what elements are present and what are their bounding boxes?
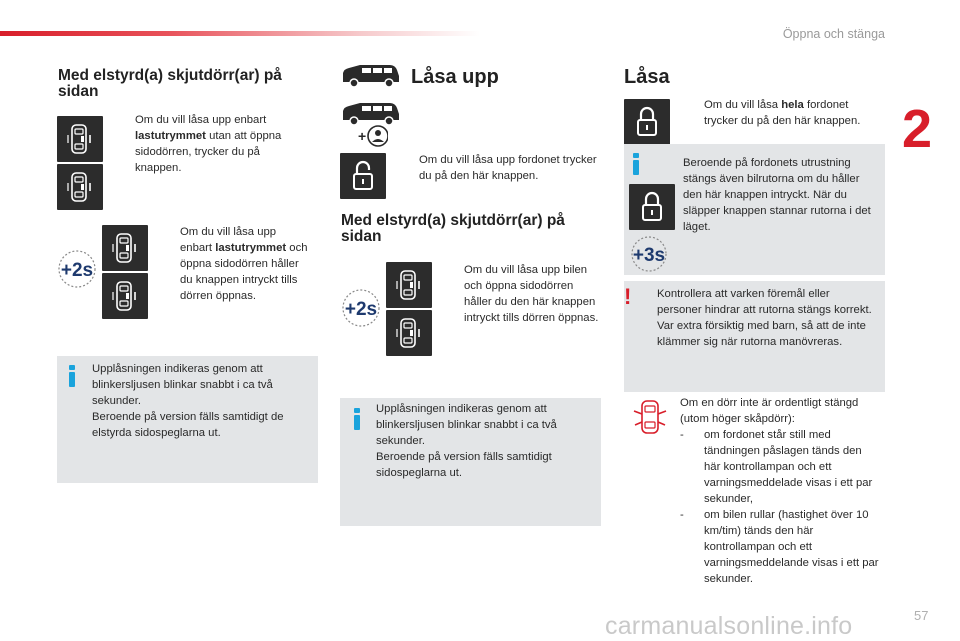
door-open-warning-icon — [631, 398, 669, 438]
svg-text:+: + — [358, 128, 367, 144]
warning-box — [624, 281, 885, 392]
lock-button-icon-2 — [629, 184, 675, 230]
van-icon — [340, 62, 402, 88]
hold-3s-timer-icon — [627, 234, 671, 274]
right-step1-text: Om du vill låsa hela fordonet trycker du på den här knappen. — [704, 99, 861, 127]
header-accent-bar — [0, 31, 480, 36]
chapter-number: 2 — [902, 99, 933, 159]
hold-2s-timer-icon — [56, 248, 98, 290]
right-info-box — [624, 144, 885, 275]
left-heading: Med elstyrd(a) skjutdörr(ar) på sidan — [58, 67, 282, 100]
cargo-door-button-icon-2 — [57, 164, 103, 210]
left-step1-text: Om du vill låsa upp enbart lastutrymmet utan att öppna sidodörren, trycker du på knappen. — [135, 114, 282, 174]
warning-text: Kontrollera att varken föremål eller personer hindrar att rutorna stängs korrekt. Var extra försiktig med barn, så att de inte klämmer sig när rutorna manövreras. — [657, 288, 872, 348]
unlock-button-icon — [340, 153, 386, 199]
hold-2s-timer-icon-2 — [340, 287, 382, 329]
list-item: - om fordonet står still med tändningen påslagen tänds den här kontrollampan och ett varningsmeddelade visas i ett par sekunder, — [680, 429, 873, 505]
unlock-title: Låsa upp — [411, 66, 499, 88]
cargo-door-button-icon — [57, 116, 103, 162]
watermark: carmanualsonline.info — [605, 612, 853, 640]
page-number: 57 — [914, 608, 929, 623]
lock-title: Låsa — [624, 66, 670, 88]
left-info-text: Upplåsningen indikeras genom att blinkersljusen blinkar snabbt i ca två sekunder. Beroende på version fälls samtidigt de elstyrda sidospeglarna ut. — [92, 363, 284, 439]
list-item: - om bilen rullar (hastighet över 10 km/tim) tänds den här kontrollampan och ett varningsmeddelande visas i ett par sekunder. — [680, 509, 879, 585]
right-info-text: Beroende på fordonets utrustning stängs även bilrutorna om du håller den här knappen intryckt. När du släpper knappen stannar rutorna i det läget. — [683, 157, 871, 233]
middle-info-box — [340, 398, 601, 526]
left-step2-text: Om du vill låsa upp enbart lastutrymmet och öppna sidodörren håller du knappen intryckt tills dörren öppnas. — [180, 226, 308, 302]
door-note — [680, 395, 880, 587]
door-note-intro: Om en dörr inte är ordentligt stängd (utom höger skåpdörr): — [680, 397, 859, 425]
lock-button-icon — [624, 99, 670, 145]
left-info-box — [57, 356, 318, 483]
hold-badge-text: +3s — [632, 245, 666, 266]
cargo-door-button-icon-5 — [386, 262, 432, 308]
middle-heading: Med elstyrd(a) skjutdörr(ar) på sidan — [341, 212, 565, 245]
hold-badge-text: +2s — [344, 299, 378, 320]
middle-info-text: Upplåsningen indikeras genom att blinkersljusen blinkar snabbt i ca två sekunder. Beroende på version fälls samtidigt sidospeglarna ut. — [376, 403, 557, 479]
cargo-door-button-icon-3 — [102, 225, 148, 271]
van-icon-2 — [340, 100, 402, 126]
section-title: Öppna och stänga — [782, 27, 885, 41]
hold-badge-text: +2s — [60, 260, 94, 281]
middle-step2-text: Om du vill låsa upp bilen och öppna sidodörren håller du den här knappen intryckt tills dörren öppnas. — [464, 264, 599, 324]
middle-step1-text: Om du vill låsa upp fordonet trycker du på den här knappen. — [419, 154, 597, 182]
plus-driver-icon — [358, 124, 388, 148]
warning-icon: ! — [624, 284, 632, 309]
cargo-door-button-icon-4 — [102, 273, 148, 319]
cargo-door-button-icon-6 — [386, 310, 432, 356]
